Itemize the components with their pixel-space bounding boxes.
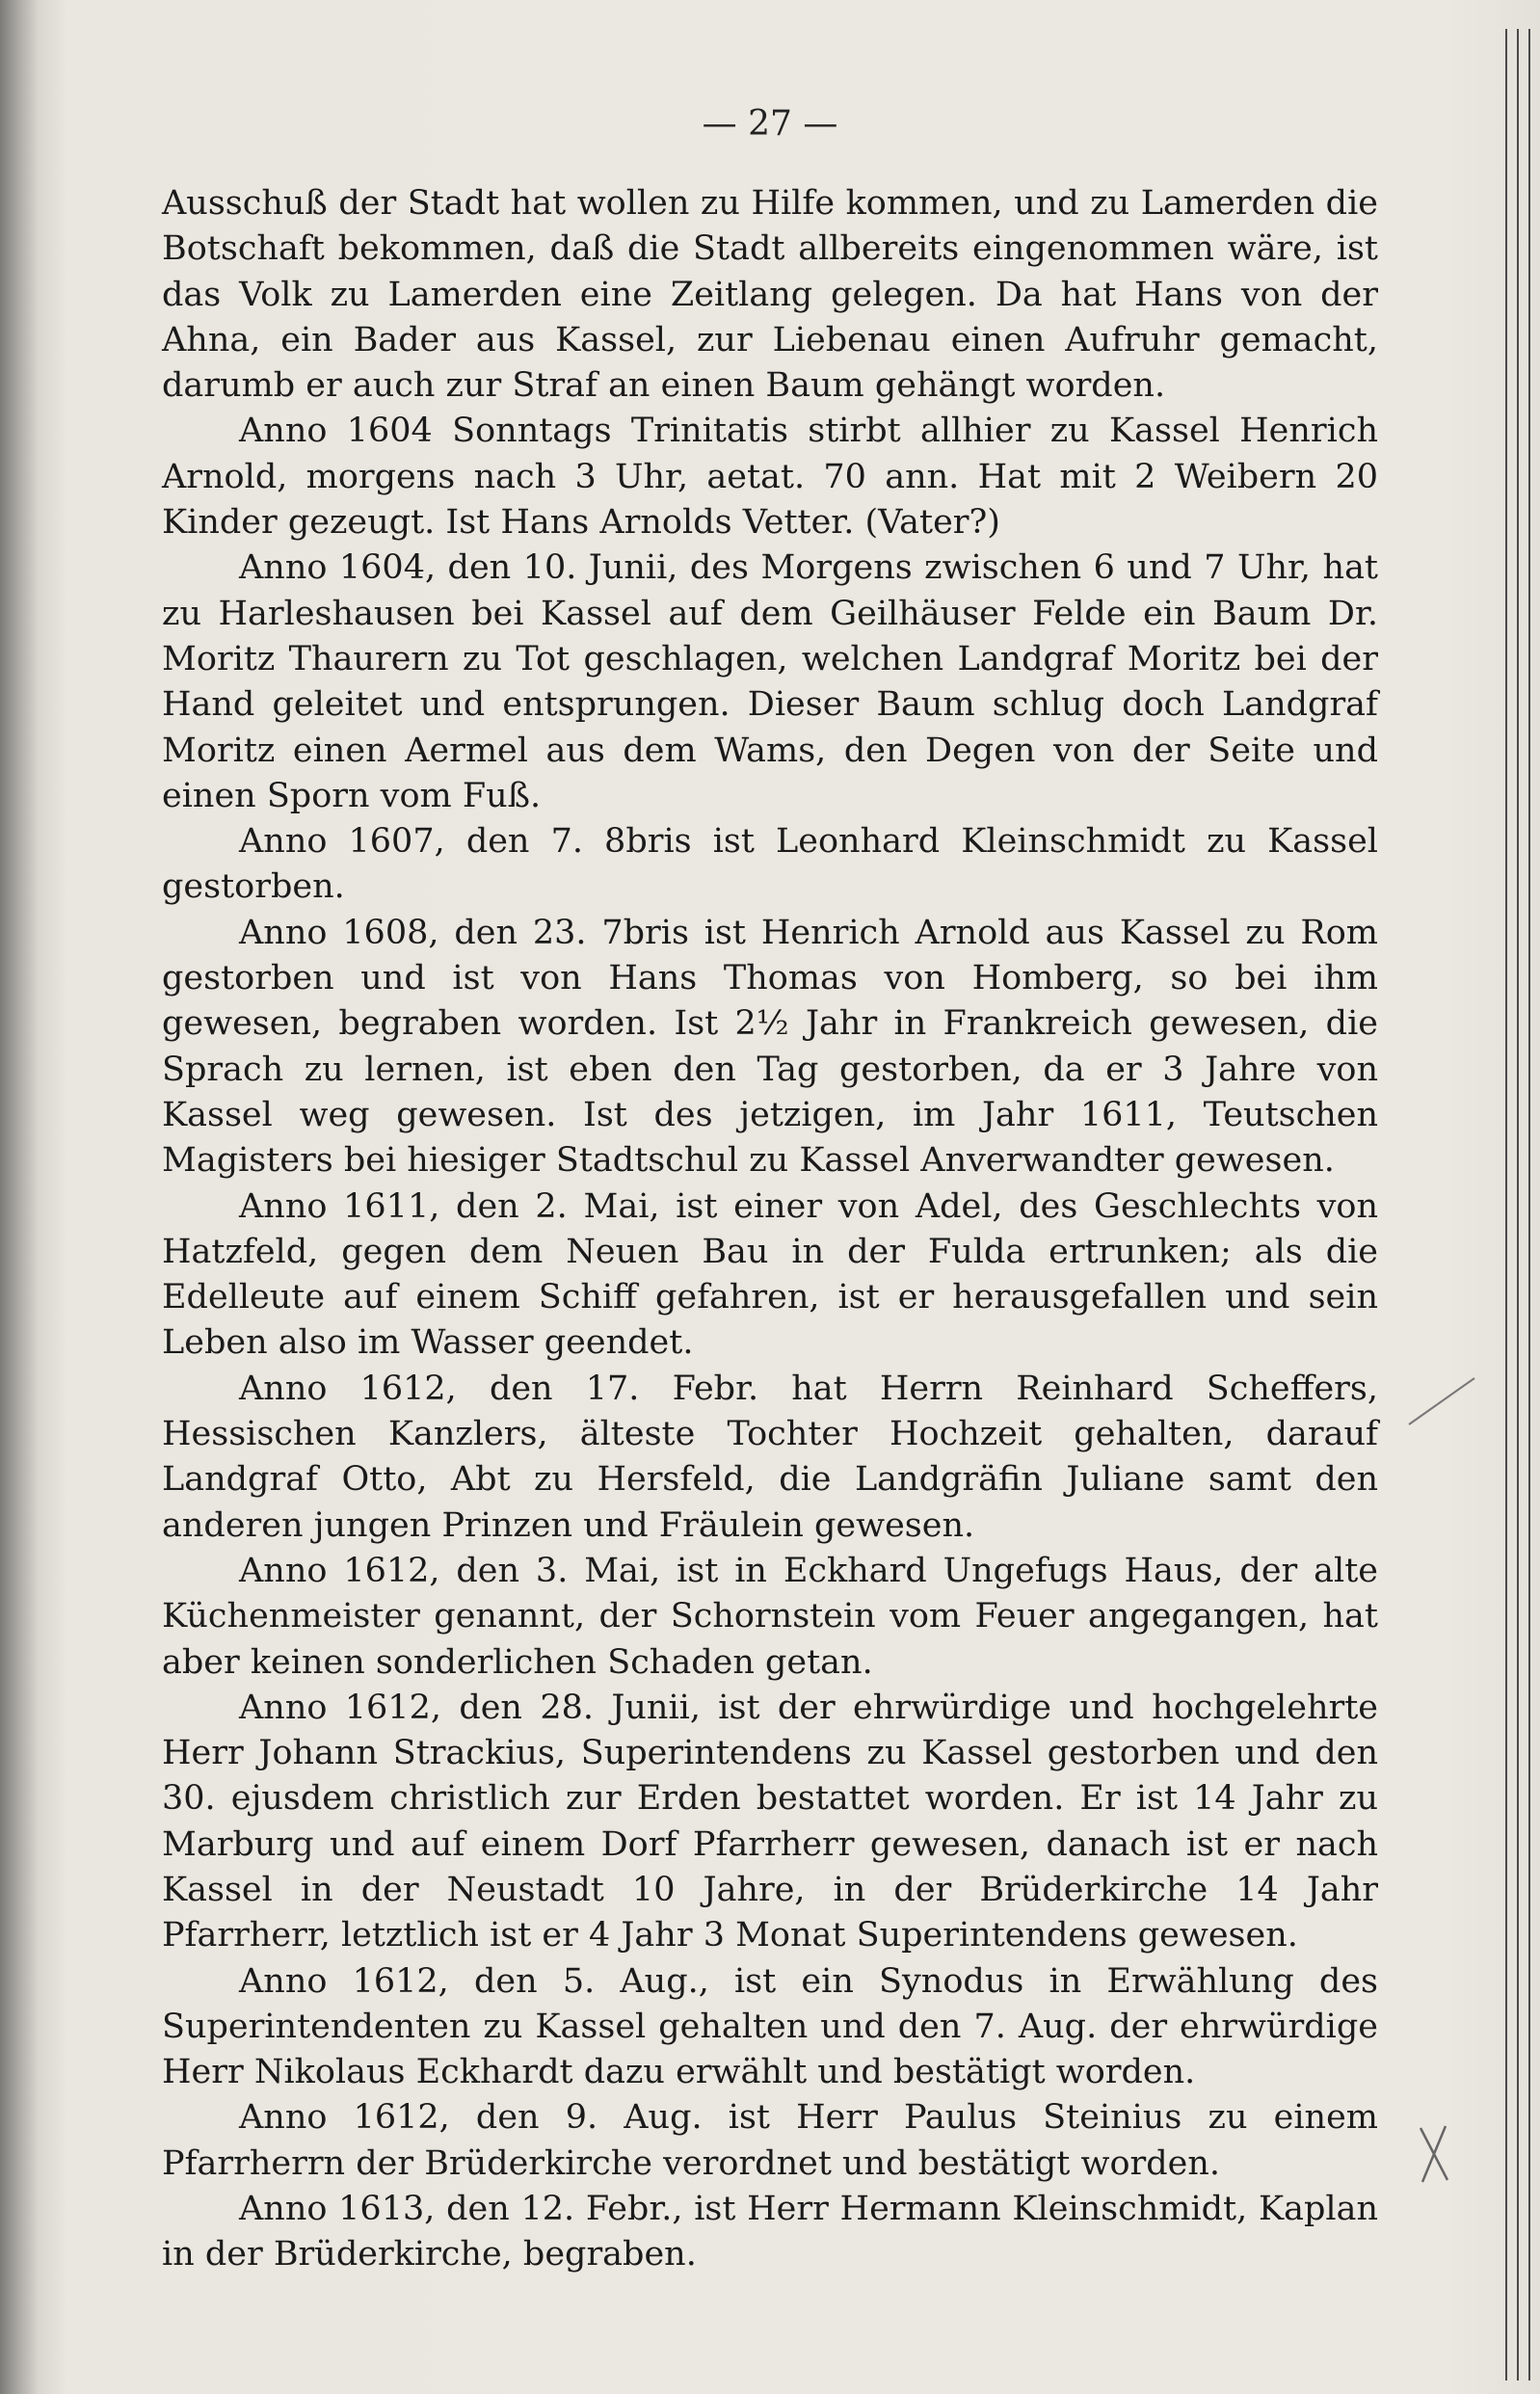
- entry-1613: Anno 1613, den 12. Febr., ist Herr Hermann Kleinschmidt, Kaplan in der Brüderkirche, begraben.: [162, 2190, 1378, 2274]
- entry-1611: Anno 1611, den 2. Mai, ist einer von Adel, des Geschlechts von Hatzfeld, gegen dem Neuen Bau in der Fulda ertrunken; als die Edelleute auf einem Schiff gefahren, ist er herausgefallen und sein Leben also im Wasser geendet.: [162, 1186, 1378, 1363]
- entry-1612-mai: Anno 1612, den 3. Mai, ist in Eckhard Ungefugs Haus, der alte Küchenmeister genannt, der Schornstein vom Feuer angegangen, hat aber keinen sonderlichen Schaden getan.: [162, 1551, 1378, 1682]
- entry-1604-junii: Anno 1604, den 10. Junii, des Morgens zwischen 6 und 7 Uhr, hat zu Harleshausen bei Kassel auf dem Geilhäuser Felde ein Baum Dr. Moritz Thaurern zu Tot geschlagen, welchen Landgraf Moritz bei der Hand geleitet und entsprungen. Dieser Baum schlug doch Landgraf Moritz einen Aermel aus dem Wams, den Degen von der Seite und einen Sporn vom Fuß.: [162, 548, 1378, 815]
- entry-1612-aug-9: Anno 1612, den 9. Aug. ist Herr Paulus Steinius zu einem Pfarrherrn der Brüderkirche verordnet und bestätigt worden.: [162, 2098, 1378, 2183]
- paragraph-continuation: Ausschuß der Stadt hat wollen zu Hilfe kommen, und zu Lamerden die Botschaft bekommen, daß die Stadt allbereits eingenommen wäre, ist das Volk zu Lamerden eine Zeitlang gelegen. Da hat Hans von der Ahna, ein Bader aus Kassel, zur Liebenau einen Aufruhr gemacht, darumb er auch zur Straf an einen Baum gehängt worden.: [162, 184, 1378, 406]
- page-number: — 27 —: [702, 104, 838, 144]
- entry-1612-febr: Anno 1612, den 17. Febr. hat Herrn Reinhard Scheffers, Hessischen Kanzlers, älteste Tochter Hochzeit gehalten, darauf Landgraf Otto, Abt zu Hersfeld, die Landgräfin Juliane samt den anderen jungen Prinzen und Fräulein gewesen.: [162, 1369, 1378, 1545]
- pencil-dash-mark: [1409, 1378, 1474, 1424]
- entry-1612-junii: Anno 1612, den 28. Junii, ist der ehrwürdige und hochgelehrte Herr Johann Strackius, Superintendens zu Kassel gestorben und den 30. ejusdem christlich zur Erden bestattet worden. Er ist 14 Jahr zu Marburg und auf einem Dorf Pfarrherr gewesen, danach ist er nach Kassel in der Neustadt 10 Jahre, in der Brüderkirche 14 Jahr Pfarrherr, letztlich ist er 4 Jahr 3 Monat Superintendens gewesen.: [162, 1688, 1378, 1955]
- entry-1604-trinitatis: Anno 1604 Sonntags Trinitatis stirbt allhier zu Kassel Henrich Arnold, morgens nach 3 Uhr, aetat. 70 ann. Hat mit 2 Weibern 20 Kinder gezeugt. Ist Hans Arnolds Vetter. (Vater?): [162, 412, 1378, 543]
- entry-1612-aug-5: Anno 1612, den 5. Aug., ist ein Synodus in Erwählung des Superintendenten zu Kassel gehalten und den 7. Aug. der ehrwürdige Herr Nikolaus Eckhardt dazu erwählt und bestätigt worden.: [162, 1961, 1378, 2092]
- entry-1607: Anno 1607, den 7. 8bris ist Leonhard Kleinschmidt zu Kassel gestorben.: [162, 822, 1378, 907]
- pencil-x-mark: [1421, 2126, 1447, 2182]
- entry-1608: Anno 1608, den 23. 7bris ist Henrich Arnold aus Kassel zu Rom gestorben und ist von Hans Thomas von Homberg, so bei ihm gewesen, begraben worden. Ist 2½ Jahr in Frankreich gewesen, die Sprach zu lernen, ist eben den Tag gestorben, da er 3 Jahre von Kassel weg gewesen. Ist des jetzigen, im Jahr 1611, Teutschen Magisters bei hiesiger Stadtschul zu Kassel Anverwandter gewesen.: [162, 913, 1378, 1181]
